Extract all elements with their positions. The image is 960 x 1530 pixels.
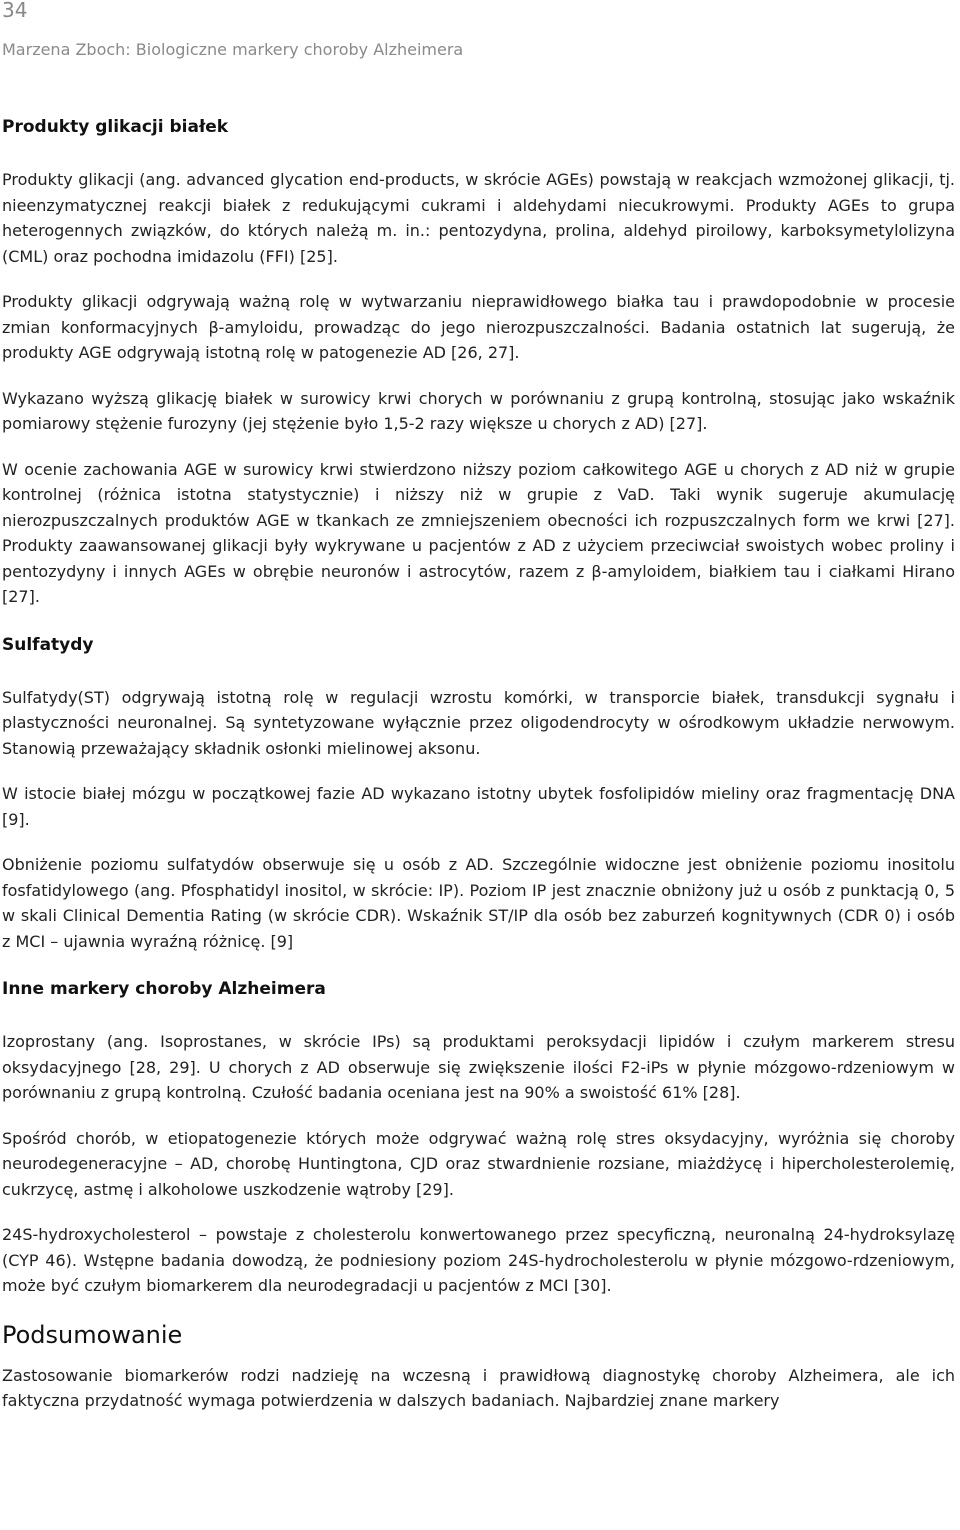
paragraph: Wykazano wyższą glikację białek w surowicy krwi chorych w porównaniu z grupą kontrolną, stosując jako wskaźnik pomiarowy stężenie furozyny (jej stężenie było 1,5-2 razy większe u chorych z AD) [27]. xyxy=(2,388,955,433)
paragraph: W ocenie zachowania AGE w surowicy krwi stwierdzono niższy poziom całkowitego AGE u chorych z AD niż w grupie kontrolnej (różnica istotna statystycznie) i niższy niż w grupie z VaD. Taki wynik sugeruje akumulację nierozpuszczalnych produktów AGE w tkankach ze zmniejszeniem obecności ich rozpuszczalnych form we krwi [27]. Produkty zaawansowanej glikacji były wykrywane u pacjentów z AD z użyciem przeciwciał swoistych wobec proliny i pentozydyny i innych AGEs w obrębie neuronów i astrocytów, razem z β-amyloidem, białkiem tau i ciałkami Hirano [27]. xyxy=(2,459,955,606)
paragraph: Izoprostany (ang. Isoprostanes, w skrócie IPs) są produktami peroksydacji lipidów i czułym markerem stresu oksydacyjnego [28, 29]. U chorych z AD obserwuje się zwiększenie ilości F2-iPs w płynie mózgowo-rdzeniowym w porównaniu z grupą kontrolną. Czułość badania oceniana jest na 90% a swoistość 61% [28]. xyxy=(2,1032,955,1102)
paragraph: W istocie białej mózgu w początkowej fazie AD wykazano istotny ubytek fosfolipidów mieliny oraz fragmentację DNA [9]. xyxy=(2,784,955,829)
paragraph: Produkty glikacji (ang. advanced glycation end-products, w skrócie AGEs) powstają w reakcjach wzmożonej glikacji, tj. nieenzymatycznej reakcji białek z redukującymi cukrami i aldehydami niecukrowymi. Produkty AGEs to grupa heterogennych związków, do których należą m. in.: pentozydyna, prolina, aldehyd piroilowy, karboksymetylolizyna (CML) oraz pochodna imidazolu (FFI) [25]. xyxy=(2,170,955,266)
article-body xyxy=(2,114,955,1434)
paragraph: 24S-hydroxycholesterol – powstaje z cholesterolu konwertowanego przez specyficzną, neuronalną 24-hydroksylazę (CYP 46). Wstępne badania dowodzą, że podniesiony poziom 24S-hydrocholesterolu w płynie mózgowo-rdzeniowym, może być czułym biomarkerem dla neurodegradacji u pacjentów z MCI [30]. xyxy=(2,1225,955,1295)
paragraph: Produkty glikacji odgrywają ważną rolę w wytwarzaniu nieprawidłowego białka tau i prawdopodobnie w procesie zmian konformacyjnych β-amyloidu, prowadząc do jego nierozpuszczalności. Badania ostatnich lat sugerują, że produkty AGE odgrywają istotną rolę w patogenezie AD [26, 27]. xyxy=(2,292,955,362)
running-header: Marzena Zboch: Biologiczne markery choroby Alzheimera xyxy=(2,40,464,59)
paragraph: Spośród chorób, w etiopatogenezie których może odgrywać ważną rolę stres oksydacyjny, wyróżnia się choroby neurodegeneracyjne – AD, chorobę Huntingtona, CJD oraz stwardnienie rozsiane, miażdżycę i hipercholesterolemię, cukrzycę, astmę i alkoholowe uszkodzenie wątroby [29]. xyxy=(2,1128,955,1199)
section-title-glycation: Produkty glikacji białek xyxy=(2,117,229,137)
page-number: 34 xyxy=(2,0,28,22)
section-title-other-markers: Inne markery choroby Alzheimera xyxy=(2,979,326,999)
paragraph: Zastosowanie biomarkerów rodzi nadzieję na wczesną i prawidłową diagnostykę choroby Alzheimera, ale ich faktyczna przydatność wymaga potwierdzenia w dalszych badaniach. Najbardziej znane markery xyxy=(2,1365,955,1410)
paragraph: Obniżenie poziomu sulfatydów obserwuje się u osób z AD. Szczególnie widoczne jest obniżenie poziomu inositolu fosfatidylowego (ang. Pfosphatidyl inositol, w skrócie: IP). Poziom IP jest znacznie obniżony już u osób z punktacją 0, 5 w skali Clinical Dementia Rating (w skrócie CDR). Wskaźnik ST/IP dla osób bez zaburzeń kognitywnych (CDR 0) i osób z MCI – ujawnia wyraźną różnicę. [9] xyxy=(2,855,955,951)
paragraph: Sulfatydy(ST) odgrywają istotną rolę w regulacji wzrostu komórki, w transporcie białek, transdukcji sygnału i plastyczności neuronalnej. Są syntetyzowane wyłącznie przez oligodendrocyty w ośrodkowym układzie nerwowym. Stanowią przeważający składnik osłonki mielinowej aksonu. xyxy=(2,687,955,758)
section-title-summary: Podsumowanie xyxy=(2,1320,183,1349)
section-title-sulfatides: Sulfatydy xyxy=(2,634,94,655)
